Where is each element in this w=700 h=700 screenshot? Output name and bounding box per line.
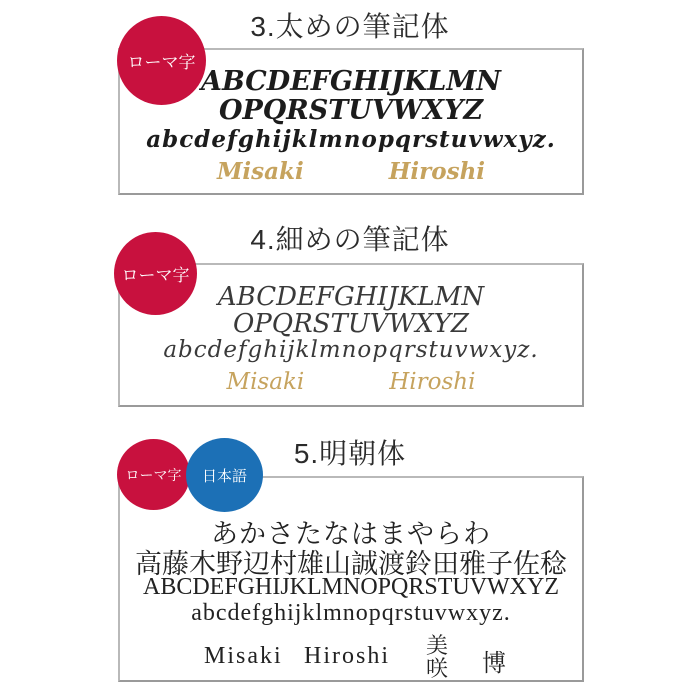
lowercase-line: abcdefghijklmnopqrstuvwxyz.	[191, 600, 511, 626]
name-samples-row	[120, 158, 582, 185]
name-samples-row	[120, 369, 582, 395]
name-sample-misaki: Misaki	[216, 158, 304, 185]
uppercase-line: ABCDEFGHIJKLMNOPQRSTUVWXYZ	[142, 574, 559, 600]
name-sample-misaki-kanji-vertical	[426, 634, 448, 680]
romaji-badge	[117, 16, 206, 105]
section-title-thin-script: 4.細めの筆記体	[250, 224, 450, 255]
badge-label: ローマ字	[127, 53, 196, 72]
kanji-char-saki: 咲	[426, 656, 449, 681]
badge-label: ローマ字	[125, 466, 182, 483]
section-title-mincho: 5.明朝体	[293, 438, 407, 469]
badge-label: 日本語	[201, 467, 247, 485]
uppercase-line-2: OPQRSTUVWXYZ	[218, 95, 484, 126]
lowercase-line: abcdefghijklmnopqrstuvwxyz.	[146, 126, 556, 153]
uppercase-line-1: ABCDEFGHIJKLMN	[217, 282, 485, 312]
uppercase-line-2: OPQRSTUVWXYZ	[232, 309, 469, 339]
sample-box-mincho	[118, 476, 584, 682]
section-title-bold-script: 3.太めの筆記体	[250, 11, 450, 42]
badge-label: ローマ字	[121, 266, 190, 285]
name-sample-hiroshi: Hiroshi	[388, 158, 486, 185]
hiragana-line: あかさたなはまやらわ	[211, 519, 491, 549]
name-sample-hiroshi: Hiroshi	[389, 369, 476, 395]
kanji-char-mi: 美	[426, 633, 449, 658]
romaji-badge	[114, 232, 197, 315]
name-sample-hiroshi-kanji: 博	[482, 651, 506, 677]
name-sample-hiroshi: Hiroshi	[304, 643, 390, 669]
lowercase-line: abcdefghijklmnopqrstuvwxyz.	[163, 337, 539, 363]
kanji-line: 高藤木野辺村雄山誠渡鈴田雅子佐稔	[135, 549, 567, 579]
romaji-badge	[117, 439, 190, 510]
nihongo-badge	[186, 438, 263, 512]
uppercase-line-1: ABCDEFGHIJKLMN	[201, 66, 501, 97]
name-sample-misaki: Misaki	[226, 369, 305, 395]
name-sample-misaki: Misaki	[204, 643, 283, 669]
